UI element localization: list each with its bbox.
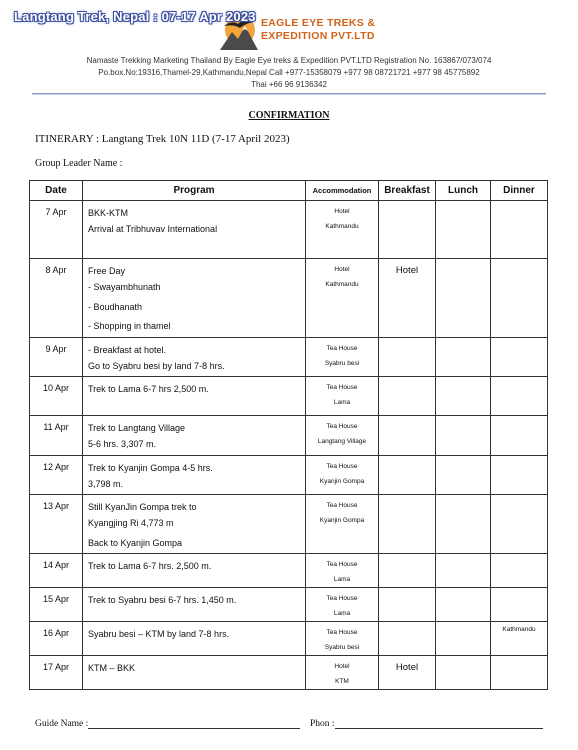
row-program — [83, 455, 306, 495]
table-row — [30, 622, 548, 656]
row-dinner — [491, 337, 548, 377]
program-line: Still KyanJin Gompa trek to — [88, 502, 197, 512]
program-line: Back to Kyanjin Gompa — [88, 537, 183, 548]
group-leader-label: Group Leader Name : — [35, 158, 123, 169]
row-accommodation — [306, 377, 379, 416]
row-lunch — [436, 201, 491, 259]
row-lunch — [436, 656, 491, 690]
program-line: Arrival at Tribhuvav International — [88, 224, 218, 234]
accommodation-place: Lama — [333, 610, 351, 617]
row-date: 10 Apr — [30, 377, 83, 416]
program-line: 3,798 m. — [88, 478, 124, 489]
accommodation-type: Hotel — [334, 266, 350, 273]
accommodation-type: Tea House — [326, 423, 358, 430]
table-row — [30, 495, 548, 554]
row-dinner — [491, 259, 548, 338]
table-row — [30, 455, 548, 495]
row-breakfast — [379, 416, 436, 456]
program-line: Syabru besi – KTM by land 7-8 hrs. — [88, 629, 230, 639]
row-accommodation — [306, 622, 379, 656]
company-name-line-1: EAGLE EYE TREKS & — [261, 17, 376, 29]
row-date: 11 Apr — [30, 416, 83, 456]
program-line: Trek to Lama 6-7 hrs 2,500 m. — [88, 384, 209, 394]
document-overlay-title: Langtang Trek, Nepal : 07-17 Apr 2023 — [14, 9, 256, 24]
row-lunch — [436, 622, 491, 656]
itinerary-line: ITINERARY : Langtang Trek 10N 11D (7-17 April 2023) — [35, 133, 290, 145]
row-dinner — [491, 588, 548, 622]
row-breakfast — [379, 201, 436, 259]
row-dinner — [491, 455, 548, 495]
row-breakfast: Hotel — [379, 259, 436, 338]
row-dinner — [491, 416, 548, 456]
header-program: Program — [83, 181, 306, 201]
row-accommodation — [306, 495, 379, 554]
row-date: 13 Apr — [30, 495, 83, 554]
accommodation-type: Tea House — [326, 502, 358, 509]
program-line: BKK-KTM — [88, 208, 129, 218]
accommodation-type: Hotel — [334, 663, 350, 670]
table-row — [30, 337, 548, 377]
accommodation-place: Langtang Village — [317, 438, 367, 445]
program-line: Trek to Syabru besi 6-7 hrs. 1,450 m. — [88, 595, 237, 605]
table-row — [30, 588, 548, 622]
row-date: 15 Apr — [30, 588, 83, 622]
itinerary-table-body — [30, 201, 548, 690]
registration-line: Namaste Trekking Marketing Thailand By Eagle Eye treks & Expedition PVT.LTD Registration No. 163867/073/074 — [86, 56, 492, 65]
row-program — [83, 377, 306, 416]
row-lunch — [436, 337, 491, 377]
program-line: Free Day — [88, 266, 126, 276]
row-lunch — [436, 259, 491, 338]
accommodation-place: Syabru besi — [324, 359, 360, 367]
accommodation-place: Syabru besi — [324, 644, 360, 651]
accommodation-place: Kathmandu — [325, 223, 359, 230]
row-dinner — [491, 554, 548, 588]
guide-name-label: Guide Name : — [35, 719, 89, 729]
accommodation-place: Lama — [333, 576, 351, 583]
row-program — [83, 259, 306, 338]
row-date: 7 Apr — [30, 201, 83, 259]
row-program — [83, 416, 306, 456]
header-lunch: Lunch — [436, 181, 491, 201]
guide-name-field — [35, 719, 300, 729]
row-accommodation — [306, 554, 379, 588]
row-program — [83, 622, 306, 656]
program-line: - Boudhanath — [88, 301, 143, 312]
accommodation-type: Tea House — [326, 595, 358, 602]
program-line: Kyangjing Ri 4,773 m — [88, 518, 174, 528]
phone-label: Phon : — [310, 719, 335, 729]
row-dinner — [491, 201, 548, 259]
row-dinner: Kathmandu — [491, 622, 548, 656]
header-breakfast: Breakfast — [379, 181, 436, 201]
row-program — [83, 337, 306, 377]
row-accommodation — [306, 455, 379, 495]
row-lunch — [436, 455, 491, 495]
row-date: 17 Apr — [30, 656, 83, 690]
row-dinner — [491, 495, 548, 554]
company-name-line-2: EXPEDITION PVT.LTD — [261, 30, 375, 42]
program-line: - Shopping in thamel — [88, 321, 171, 331]
header-divider — [32, 93, 546, 95]
accommodation-type: Hotel — [334, 208, 350, 215]
row-dinner — [491, 377, 548, 416]
row-date: 16 Apr — [30, 622, 83, 656]
row-date: 14 Apr — [30, 554, 83, 588]
confirmation-title: CONFIRMATION — [248, 110, 330, 121]
accommodation-place: KTM — [335, 678, 349, 685]
row-program — [83, 495, 306, 554]
row-program — [83, 201, 306, 259]
row-program — [83, 554, 306, 588]
accommodation-place: Kathmandu — [325, 281, 359, 288]
row-accommodation — [306, 337, 379, 377]
program-line: 5-6 hrs. 3,307 m. — [88, 439, 157, 449]
address-phone-line: Po.box.No:19316,Thamel-29,Kathmandu,Nepal Call +977-15358079 +977 98 08721721 +977 98 45775892 — [98, 68, 480, 77]
row-date: 8 Apr — [30, 259, 83, 338]
row-breakfast — [379, 495, 436, 554]
row-lunch — [436, 377, 491, 416]
row-breakfast — [379, 337, 436, 377]
row-date: 12 Apr — [30, 455, 83, 495]
table-row — [30, 416, 548, 456]
program-line: Go to Syabru besi by land 7-8 hrs. — [88, 360, 225, 371]
table-row — [30, 656, 548, 690]
table-row — [30, 259, 548, 338]
program-line: - Breakfast at hotel. — [88, 344, 167, 355]
accommodation-type: Tea House — [326, 384, 358, 391]
row-program — [83, 588, 306, 622]
row-breakfast — [379, 622, 436, 656]
row-accommodation — [306, 416, 379, 456]
program-line: Trek to Kyanjin Gompa 4-5 hrs. — [88, 462, 213, 473]
row-accommodation — [306, 201, 379, 259]
accommodation-type: Tea House — [326, 344, 358, 352]
thai-phone-line: Thai +66 96 9136342 — [251, 80, 327, 89]
row-accommodation — [306, 588, 379, 622]
registration-block — [0, 55, 578, 91]
row-lunch — [436, 495, 491, 554]
row-breakfast: Hotel — [379, 656, 436, 690]
row-lunch — [436, 588, 491, 622]
table-row — [30, 554, 548, 588]
phone-field — [310, 719, 543, 729]
accommodation-place: Kyanjin Gompa — [319, 477, 365, 485]
program-line: Trek to Langtang Village — [88, 423, 186, 433]
program-line: - Swayambhunath — [88, 282, 161, 292]
header-accommodation: Accommodation — [306, 181, 379, 201]
company-name — [261, 17, 375, 43]
guide-name-underline — [88, 721, 300, 729]
row-program — [83, 656, 306, 690]
header-dinner: Dinner — [491, 181, 548, 201]
table-header-row — [30, 181, 548, 201]
row-accommodation — [306, 259, 379, 338]
row-lunch — [436, 554, 491, 588]
phone-underline — [335, 721, 543, 729]
row-dinner — [491, 656, 548, 690]
program-line: KTM – BKK — [88, 663, 136, 673]
row-breakfast — [379, 588, 436, 622]
row-accommodation — [306, 656, 379, 690]
row-breakfast — [379, 455, 436, 495]
table-row — [30, 377, 548, 416]
row-date: 9 Apr — [30, 337, 83, 377]
accommodation-type: Tea House — [326, 462, 358, 470]
header-date: Date — [30, 181, 83, 201]
row-lunch — [436, 416, 491, 456]
accommodation-place: Kyanjin Gompa — [319, 517, 365, 524]
row-breakfast — [379, 377, 436, 416]
row-breakfast — [379, 554, 436, 588]
accommodation-place: Lama — [333, 399, 351, 406]
accommodation-type: Tea House — [326, 629, 358, 636]
program-line: Trek to Lama 6-7 hrs. 2,500 m. — [88, 561, 212, 571]
accommodation-type: Tea House — [326, 561, 358, 568]
table-row — [30, 201, 548, 259]
itinerary-table — [29, 180, 548, 690]
